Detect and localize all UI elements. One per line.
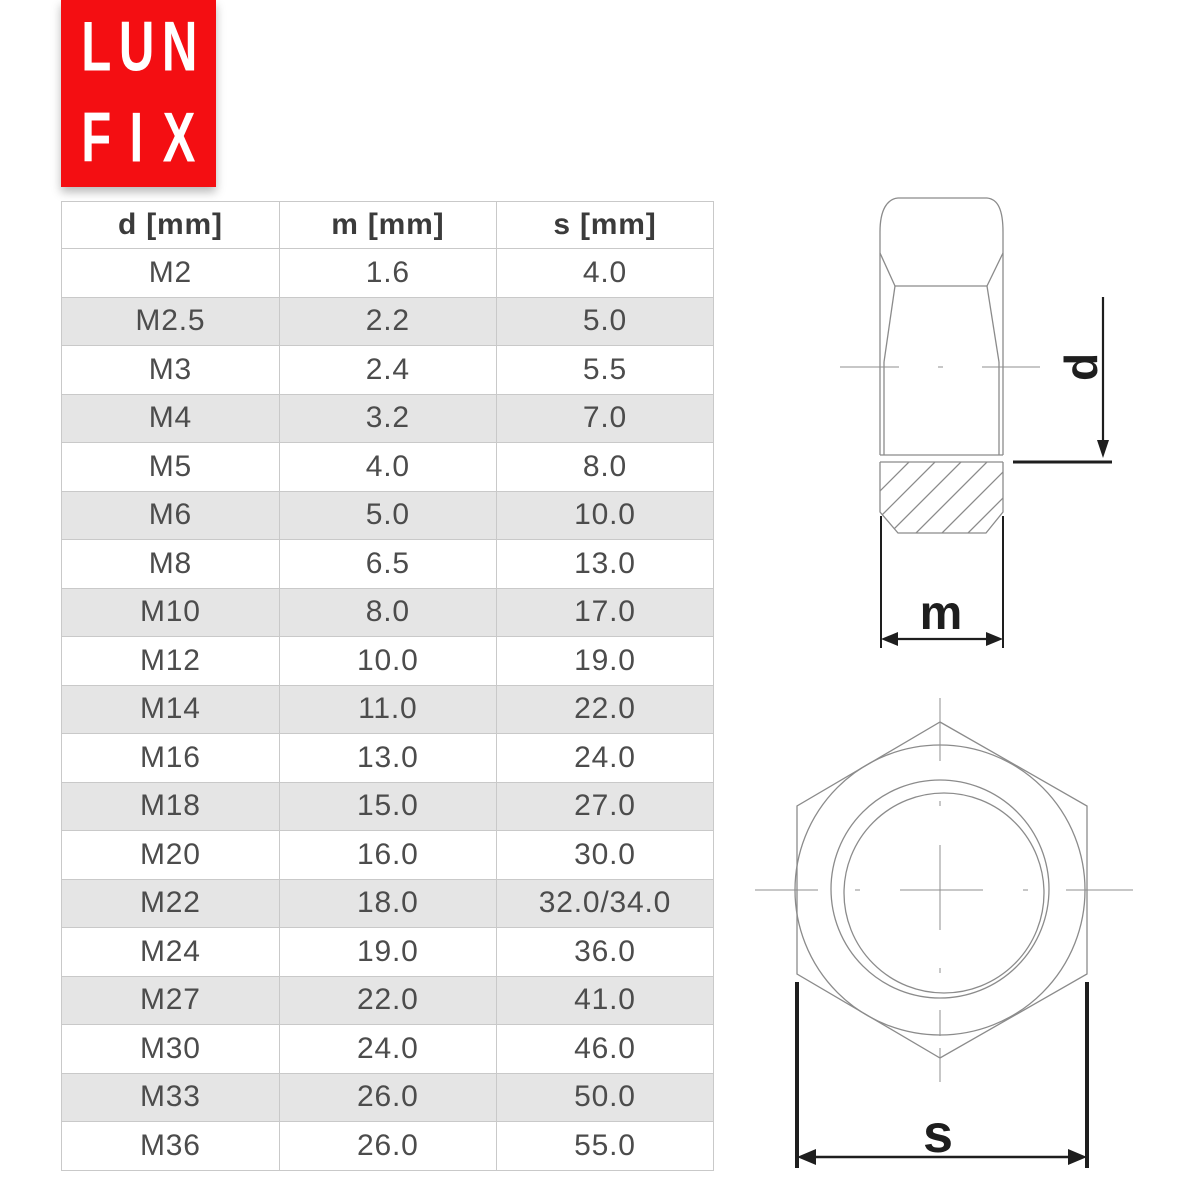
table-cell: 2.2 [279, 297, 496, 346]
table-row [62, 685, 714, 734]
table-cell: M5 [62, 443, 280, 492]
table-row [62, 976, 714, 1025]
table-cell: 4.0 [279, 443, 496, 492]
table-cell: 27.0 [496, 782, 713, 831]
table-cell: M2 [62, 249, 280, 298]
dimension-s [797, 982, 1087, 1168]
logo-letter: N [161, 6, 198, 86]
logo-letter: U [118, 6, 155, 86]
table-row [62, 1073, 714, 1122]
table-cell: 8.0 [279, 588, 496, 637]
table-cell: M24 [62, 928, 280, 977]
table-cell: 3.2 [279, 394, 496, 443]
section-hatching [826, 445, 1108, 545]
table-cell: 16.0 [279, 831, 496, 880]
table-cell: 30.0 [496, 831, 713, 880]
table-row [62, 491, 714, 540]
table-cell: 10.0 [496, 491, 713, 540]
table-cell: M30 [62, 1025, 280, 1074]
table-cell: 24.0 [496, 734, 713, 783]
table-cell: 26.0 [279, 1073, 496, 1122]
table-cell: 50.0 [496, 1073, 713, 1122]
table-row [62, 637, 714, 686]
table-cell: 5.0 [496, 297, 713, 346]
table-cell: 15.0 [279, 782, 496, 831]
table-cell: 13.0 [496, 540, 713, 589]
table-row [62, 346, 714, 395]
table-row [62, 297, 714, 346]
dimension-d [1013, 297, 1112, 462]
table-cell: 10.0 [279, 637, 496, 686]
header-s-mm: s [mm] [496, 202, 713, 249]
table-cell: M10 [62, 588, 280, 637]
table-row [62, 1122, 714, 1171]
table-cell: M22 [62, 879, 280, 928]
table-cell: M18 [62, 782, 280, 831]
table-body [62, 249, 714, 1171]
table-row [62, 879, 714, 928]
table-cell: M14 [62, 685, 280, 734]
table-row [62, 588, 714, 637]
hex-nut-technical-drawing [740, 180, 1200, 1200]
logo-letter: I [129, 97, 144, 177]
table-row [62, 540, 714, 589]
table-row [62, 443, 714, 492]
table-cell: 46.0 [496, 1025, 713, 1074]
table-cell: 17.0 [496, 588, 713, 637]
nut-dimension-table [61, 201, 714, 1171]
logo-letter: L [81, 6, 112, 86]
table-cell: M6 [62, 491, 280, 540]
table-header-row [62, 202, 714, 249]
table-cell: 19.0 [279, 928, 496, 977]
table-row [62, 928, 714, 977]
top-view-centerlines [755, 698, 1133, 1082]
table-cell: 8.0 [496, 443, 713, 492]
table-cell: M33 [62, 1073, 280, 1122]
table-cell: M4 [62, 394, 280, 443]
logo-letter: X [162, 97, 196, 177]
table-cell: M36 [62, 1122, 280, 1171]
table-cell: M20 [62, 831, 280, 880]
table-cell: M8 [62, 540, 280, 589]
table-cell: 7.0 [496, 394, 713, 443]
table-cell: 55.0 [496, 1122, 713, 1171]
d-label: d [1055, 352, 1107, 382]
table-cell: 22.0 [496, 685, 713, 734]
table-cell: M16 [62, 734, 280, 783]
table-cell: M3 [62, 346, 280, 395]
s-label: s [922, 1104, 954, 1164]
table-cell: M27 [62, 976, 280, 1025]
brand-logo [61, 0, 216, 187]
m-label: m [919, 587, 963, 640]
table-cell: 36.0 [496, 928, 713, 977]
table-row [62, 1025, 714, 1074]
table-cell: 5.0 [279, 491, 496, 540]
dimension-m [881, 516, 1003, 648]
table-cell: M12 [62, 637, 280, 686]
table-row [62, 734, 714, 783]
header-d-mm: d [mm] [62, 202, 280, 249]
table-cell: 1.6 [279, 249, 496, 298]
table-cell: 2.4 [279, 346, 496, 395]
table-cell: 24.0 [279, 1025, 496, 1074]
table-row [62, 831, 714, 880]
table-row [62, 782, 714, 831]
logo-line-2 [78, 97, 199, 177]
table-cell: 4.0 [496, 249, 713, 298]
table-cell: 41.0 [496, 976, 713, 1025]
table-cell: 18.0 [279, 879, 496, 928]
table-cell: 13.0 [279, 734, 496, 783]
header-m-mm: m [mm] [279, 202, 496, 249]
table-cell: 26.0 [279, 1122, 496, 1171]
logo-line-1 [78, 6, 199, 86]
table-cell: 11.0 [279, 685, 496, 734]
table-cell: 6.5 [279, 540, 496, 589]
table-row [62, 394, 714, 443]
table-row [62, 249, 714, 298]
table-cell: 19.0 [496, 637, 713, 686]
nut-top-view [755, 698, 1133, 1082]
table-cell: 5.5 [496, 346, 713, 395]
table-cell: 32.0/34.0 [496, 879, 713, 928]
table-cell: 22.0 [279, 976, 496, 1025]
table-cell: M2.5 [62, 297, 280, 346]
logo-letter: F [81, 97, 112, 177]
